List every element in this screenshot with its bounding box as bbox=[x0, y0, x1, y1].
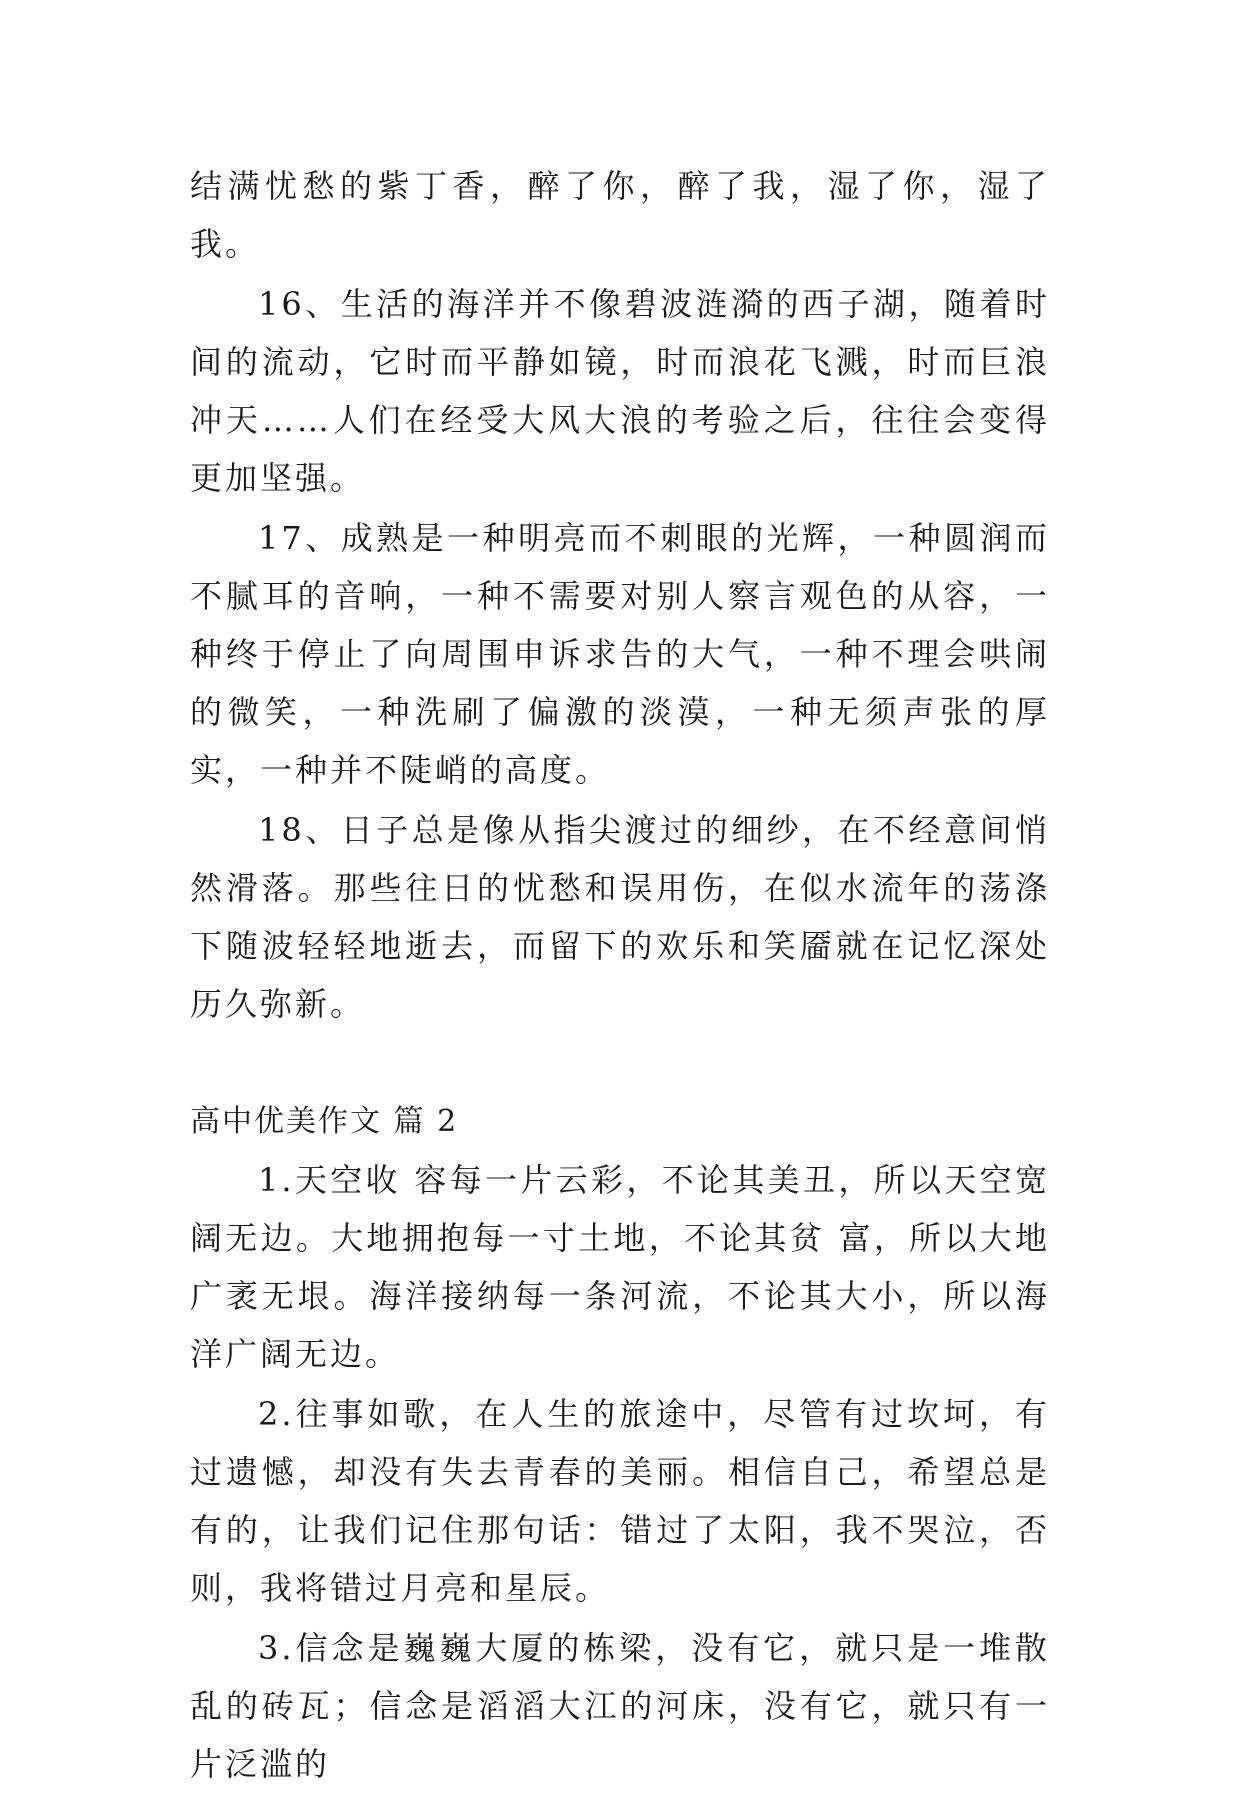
paragraph-item-17: 17、成熟是一种明亮而不刺眼的光辉，一种圆润而不腻耳的音响，一种不需要对别人察言观色的从容，一种终于停止了向周围申诉求告的大气，一种不理会哄闹的微笑，一种洗刷了偏激的淡漠，一种无须声张的厚实，一种并不陡峭的高度。 bbox=[190, 519, 1050, 789]
document-page bbox=[190, 157, 1050, 1793]
paragraph-item-18: 18、日子总是像从指尖渡过的细纱，在不经意间悄然滑落。那些往日的忧愁和误用伤，在似水流年的荡涤下随波轻轻地逝去，而留下的欢乐和笑靥就在记忆深处历久弥新。 bbox=[190, 811, 1050, 1023]
paragraph-item-3: 3.信念是巍巍大厦的栋梁，没有它，就只是一堆散乱的砖瓦；信念是滔滔大江的河床，没有它，就只有一片泛滥的 bbox=[190, 1629, 1050, 1783]
paragraph-item-2: 2.往事如歌，在人生的旅途中，尽管有过坎坷，有过遗憾，却没有失去青春的美丽。相信自己，希望总是有的，让我们记住那句话：错过了太阳，我不哭泣，否则，我将错过月亮和星辰。 bbox=[190, 1395, 1050, 1607]
section-heading: 高中优美作文 篇 2 bbox=[190, 1104, 459, 1139]
paragraph-item-1: 1.天空收 容每一片云彩，不论其美丑，所以天空宽阔无边。大地拥抱每一寸土地，不论其贫 富，所以大地广袤无垠。海洋接纳每一条河流，不论其大小，所以海洋广阔无边。 bbox=[190, 1161, 1050, 1373]
paragraph-continuation: 结满忧愁的紫丁香，醉了你，醉了我，湿了你，湿了我。 bbox=[190, 167, 1050, 263]
paragraph-item-16: 16、生活的海洋并不像碧波涟漪的西子湖，随着时间的流动，它时而平静如镜，时而浪花飞溅，时而巨浪冲天……人们在经受大风大浪的考验之后，往往会变得更加坚强。 bbox=[190, 285, 1050, 497]
